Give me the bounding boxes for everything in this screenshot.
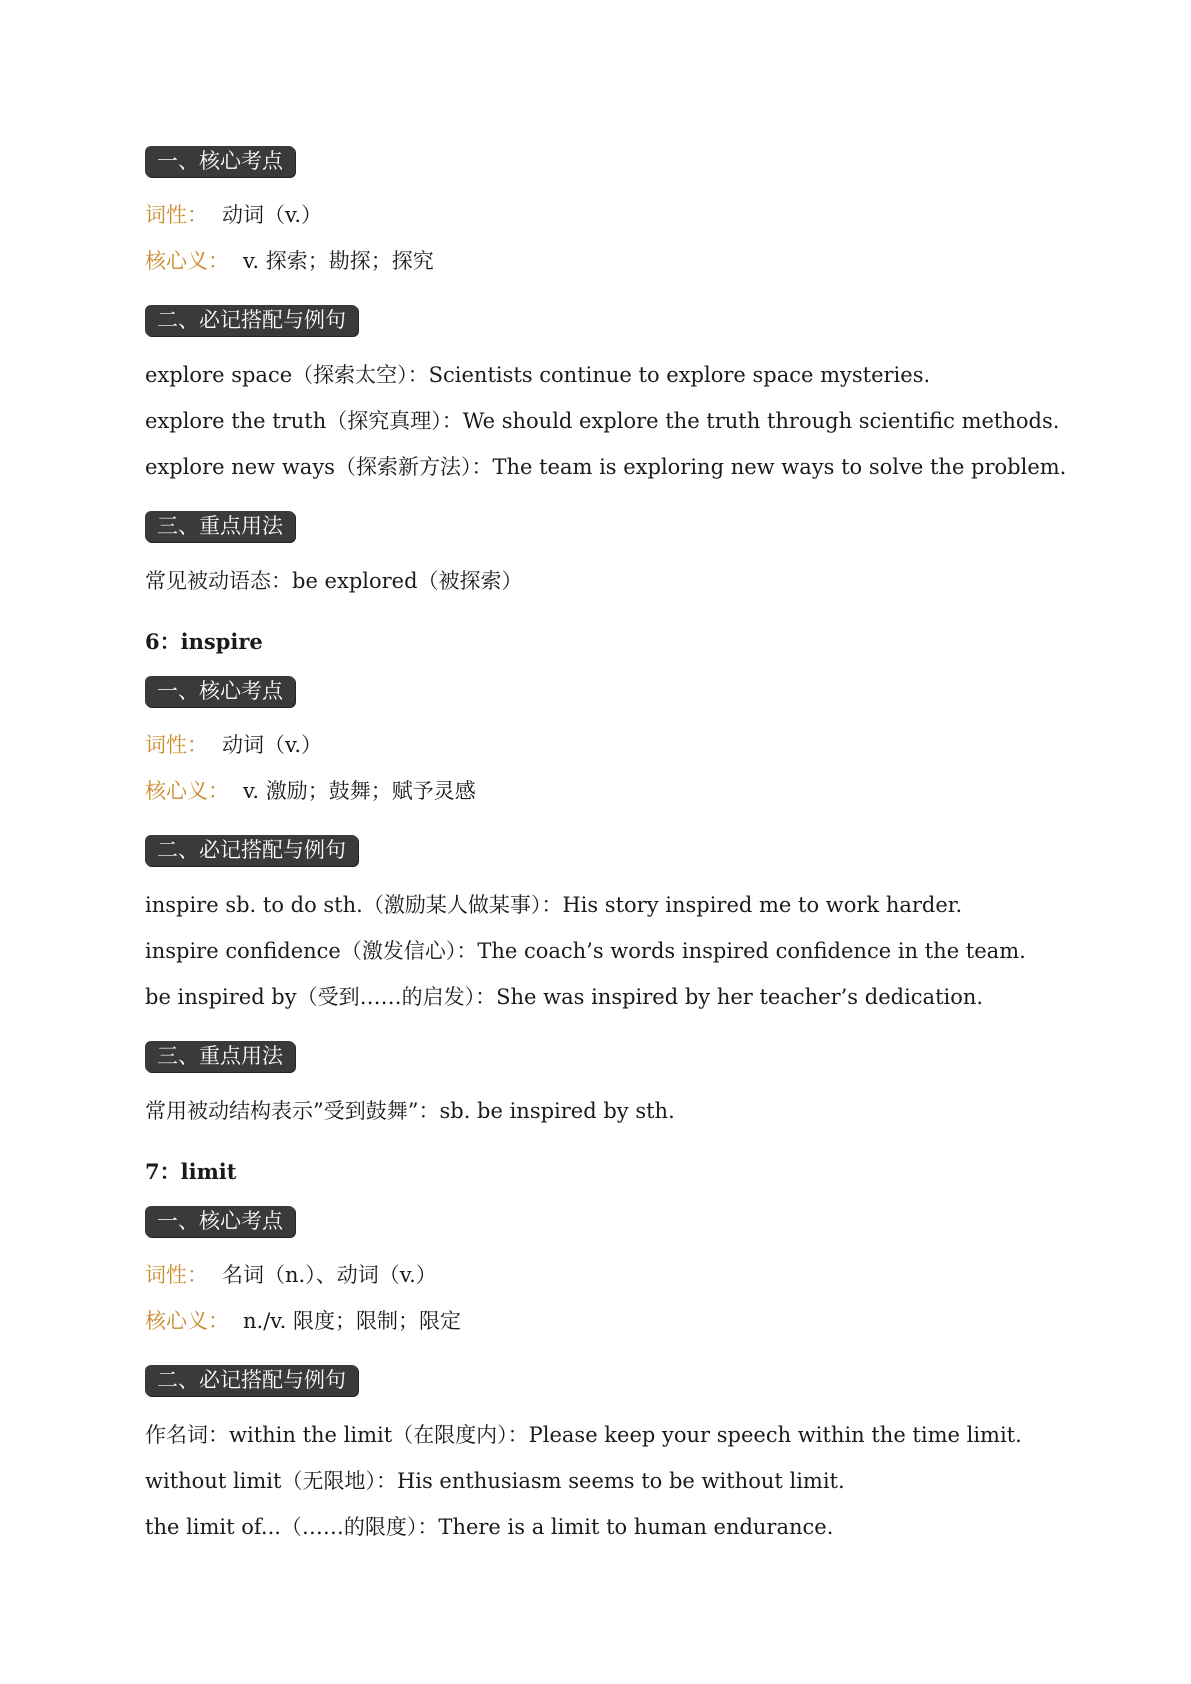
part-of-speech-label: 词性： (145, 203, 208, 227)
collocation-item: inspire confidence（激发信心）：The coach’s words inspired confidence in the team. (145, 939, 1026, 963)
core-meaning-value: n./v. 限度；限制；限定 (243, 1309, 461, 1333)
part-of-speech-value: 名词（n.）、动词（v.） (222, 1263, 437, 1287)
collocation-item: the limit of...（……的限度）：There is a limit to human endurance. (145, 1515, 834, 1539)
core-meaning-line (145, 776, 476, 806)
collocations-tag: 二、必记搭配与例句 (145, 835, 358, 866)
part-of-speech-label: 词性： (145, 733, 208, 757)
core-points-tag: 一、核心考点 (145, 146, 295, 177)
core-points-tag: 一、核心考点 (145, 676, 295, 707)
core-meaning-label: 核心义： (145, 779, 229, 803)
collocation-item: 作名词：within the limit（在限度内）：Please keep your speech within the time limit. (145, 1423, 1022, 1447)
key-usage-tag: 三、重点用法 (145, 511, 295, 542)
part-of-speech-value: 动词（v.） (222, 733, 323, 757)
part-of-speech-label: 词性： (145, 1263, 208, 1287)
collocation-item: inspire sb. to do sth.（激励某人做某事）：His story inspired me to work harder. (145, 893, 963, 917)
core-points-tag: 一、核心考点 (145, 1206, 295, 1237)
part-of-speech-line (145, 200, 322, 230)
core-meaning-value: v. 探索；勘探；探究 (243, 249, 434, 273)
word-heading: 7：limit (145, 1159, 237, 1184)
key-usage-tag: 三、重点用法 (145, 1041, 295, 1072)
part-of-speech-line (145, 1260, 437, 1290)
core-meaning-label: 核心义： (145, 1309, 229, 1333)
key-usage-text: 常用被动结构表示”受到鼓舞”：sb. be inspired by sth. (145, 1099, 675, 1123)
word-heading: 6：inspire (145, 629, 263, 654)
part-of-speech-value: 动词（v.） (222, 203, 323, 227)
core-meaning-line (145, 1306, 461, 1336)
collocation-item: be inspired by（受到……的启发）：She was inspired by her teacher’s dedication. (145, 985, 984, 1009)
part-of-speech-line (145, 730, 322, 760)
collocation-item: explore new ways（探索新方法）：The team is exploring new ways to solve the problem. (145, 455, 1067, 479)
collocation-item: explore the truth（探究真理）：We should explore the truth through scientific methods. (145, 409, 1060, 433)
collocation-item: explore space（探索太空）：Scientists continue to explore space mysteries. (145, 363, 931, 387)
collocations-tag: 二、必记搭配与例句 (145, 305, 358, 336)
collocation-item: without limit（无限地）：His enthusiasm seems to be without limit. (145, 1469, 845, 1493)
core-meaning-label: 核心义： (145, 249, 229, 273)
key-usage-text: 常见被动语态：be explored（被探索） (145, 569, 523, 593)
core-meaning-value: v. 激励；鼓舞；赋予灵感 (243, 779, 476, 803)
core-meaning-line (145, 246, 434, 276)
collocations-tag: 二、必记搭配与例句 (145, 1365, 358, 1396)
